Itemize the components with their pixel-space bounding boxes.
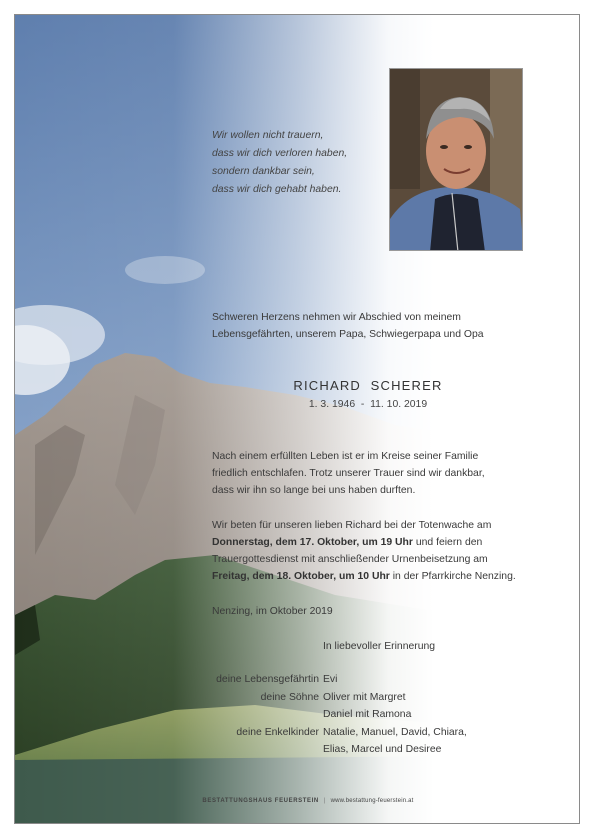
portrait-photo [389, 68, 523, 251]
footer-separator: | [323, 798, 326, 804]
relative-names: Evi [323, 674, 338, 685]
paragraph-line [212, 568, 516, 585]
service-paragraph [212, 517, 516, 585]
farewell-intro [212, 309, 484, 343]
intro-line: Schweren Herzens nehmen wir Abschied von meinem [212, 312, 461, 323]
funeral-date: Freitag, dem 18. Oktober, um 10 Uhr [212, 571, 390, 582]
paragraph-line: dass wir ihn so lange bei uns haben durften. [212, 485, 416, 496]
intro-line: Lebensgefährten, unserem Papa, Schwiegerpapa und Opa [212, 329, 484, 340]
poem-line: dass wir dich gehabt haben. [212, 184, 342, 195]
relative-label: deine Enkelkinder [236, 726, 319, 738]
footer [15, 798, 580, 804]
paragraph-line: Trauergottesdienst mit anschließender Urnenbeisetzung am [212, 554, 488, 565]
funeral-home-url[interactable]: www.bestattung-feuerstein.at [330, 798, 414, 804]
relative-names: Elias, Marcel und Desiree [323, 744, 442, 755]
poem-line: dass wir dich verloren haben, [212, 148, 348, 159]
relative-label: deine Lebensgefährtin [216, 674, 319, 685]
obituary-card [14, 14, 580, 824]
funeral-home-name: BESTATTUNGSHAUS FEUERSTEIN [202, 798, 319, 804]
relative-names: Oliver mit Margret [323, 691, 406, 703]
paragraph-line: Nach einem erfüllten Leben ist er im Kreise seiner Familie [212, 451, 479, 462]
relative-names: Natalie, Manuel, David, Chiara, [323, 726, 467, 738]
relative-names: Daniel mit Ramona [323, 709, 412, 720]
deceased-name: RICHARD SCHERER [293, 378, 443, 393]
passing-paragraph [212, 448, 485, 499]
poem-line: Wir wollen nicht trauern, [212, 130, 324, 141]
memory-line: In liebevoller Erinnerung [323, 641, 436, 652]
place-date: Nenzing, im Oktober 2019 [212, 606, 333, 617]
poem [212, 127, 347, 199]
life-dates: 1. 3. 1946 - 11. 10. 2019 [308, 399, 428, 410]
paragraph-line: friedlich entschlafen. Trotz unserer Trauer sind wir dankbar, [212, 468, 485, 479]
paragraph-text: und feiern den [412, 537, 483, 548]
paragraph-line [212, 534, 516, 551]
relative-label: deine Söhne [260, 691, 319, 703]
paragraph-line: Wir beten für unseren lieben Richard bei der Totenwache am [212, 520, 492, 531]
poem-line: sondern dankbar sein, [212, 166, 315, 177]
paragraph-text: in der Pfarrkirche Nenzing. [389, 571, 516, 582]
wake-date: Donnerstag, dem 17. Oktober, um 19 Uhr [212, 537, 413, 548]
